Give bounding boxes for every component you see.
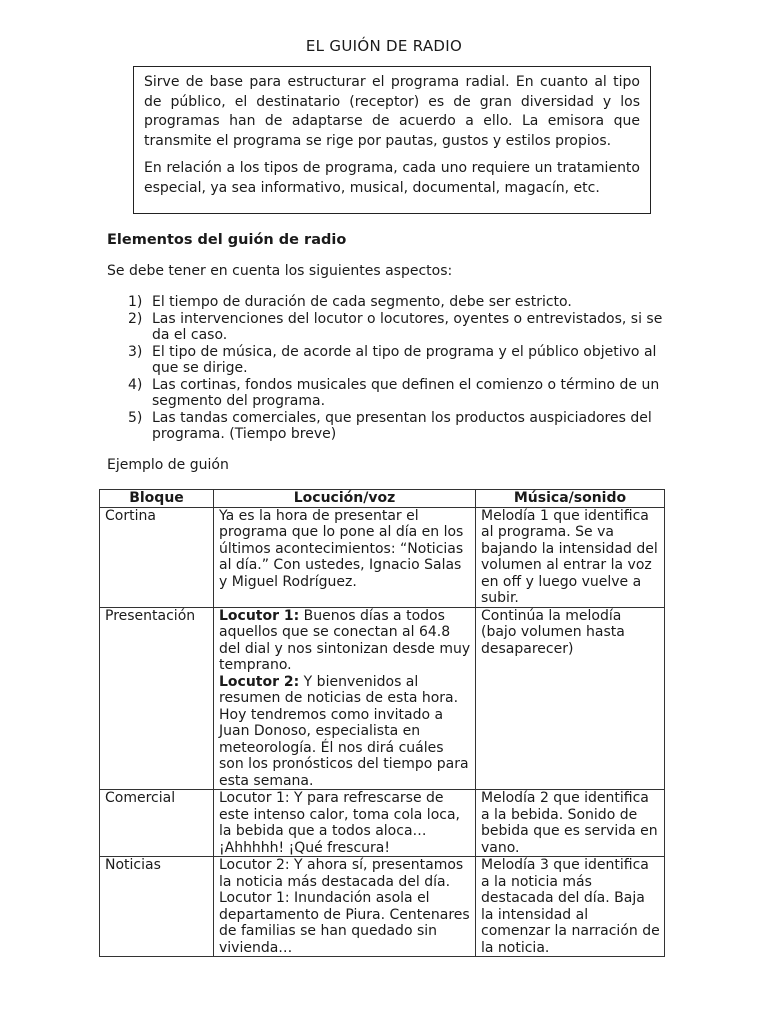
musica-cell: Continúa la melodía (bajo volumen hasta desaparecer) — [476, 607, 665, 790]
list-number: 5) — [128, 409, 143, 426]
bloque-cell: Noticias — [100, 857, 214, 957]
speaker-line: Locutor 1: Inundación asola el departamento de Piura. Centenares de familias se han quedado sin vivienda… — [219, 890, 470, 956]
speaker-line: Buenos días a todos aquellos que se conectan al 64.8 del dial y nos sintonizan desde muy temprano. — [219, 607, 471, 673]
musica-cell: Melodía 1 que identifica al programa. Se va bajando la intensidad del volumen al entrar la voz en off y luego vuelve a subir. — [476, 507, 665, 607]
table-row — [100, 507, 665, 607]
locucion-cell: Ya es la hora de presentar el programa que lo pone al día en los últimos acontecimientos: “Noticias al día.” Con ustedes, Ignacio Salas y Miguel Rodríguez. — [214, 507, 476, 607]
list-number: 4) — [128, 376, 143, 393]
column-header: Música/sonido — [476, 490, 665, 508]
musica-cell: Melodía 3 que identifica a la noticia más destacada del día. Baja la intensidad al comenzar la narración de la noticia. — [476, 857, 665, 957]
bloque-cell: Cortina — [100, 507, 214, 607]
table-header-row — [100, 490, 665, 508]
list-item — [107, 377, 667, 410]
speaker-label: Locutor 2: — [219, 673, 300, 690]
table-row — [100, 857, 665, 957]
list-text: El tiempo de duración de cada segmento, debe ser estricto. — [152, 294, 572, 310]
locucion-cell — [214, 857, 476, 957]
list-item — [107, 344, 667, 377]
list-text: Las intervenciones del locutor o locutores, oyentes o entrevistados, si se da el caso. — [152, 310, 663, 343]
table-row — [100, 790, 665, 857]
list-number: 3) — [128, 343, 143, 360]
list-text: Las cortinas, fondos musicales que definen el comienzo o término de un segmento del programa. — [152, 376, 660, 409]
list-number: 1) — [128, 294, 143, 310]
musica-cell: Melodía 2 que identifica a la bebida. Sonido de bebida que es servida en vano. — [476, 790, 665, 857]
list-item — [107, 311, 667, 344]
list-number: 2) — [128, 310, 143, 327]
section-heading: Elementos del guión de radio — [107, 232, 347, 248]
table-row — [100, 607, 665, 790]
locucion-cell: Locutor 1: Y para refrescarse de este intenso calor, toma cola loca, la bebida que a todos aloca… ¡Ahhhhh! ¡Qué frescura! — [214, 790, 476, 857]
list-item — [107, 294, 667, 311]
speaker-label: Locutor 1: — [219, 607, 300, 624]
bloque-cell: Comercial — [100, 790, 214, 857]
section-intro: Se debe tener en cuenta los siguientes aspectos: — [107, 263, 453, 279]
aspects-list — [107, 294, 667, 443]
speaker-line: Y bienvenidos al resumen de noticias de esta hora. Hoy tendremos como invitado a Juan Donoso, especialista en meteorología. Él nos dirá cuáles son los pronósticos del tiempo para esta semana. — [219, 673, 469, 789]
intro-box — [133, 66, 651, 214]
locucion-cell — [214, 607, 476, 790]
script-table — [99, 489, 665, 957]
intro-paragraph: Sirve de base para estructurar el programa radial. En cuanto al tipo de público, el destinatario (receptor) es de gran diversidad y los programas han de adaptarse de acuerdo a ello. La emisora que transmite el programa se rige por pautas, gustos y estilos propios. — [144, 74, 640, 149]
example-label: Ejemplo de guión — [107, 457, 229, 473]
column-header: Locución/voz — [214, 490, 476, 508]
column-header: Bloque — [100, 490, 214, 508]
list-item — [107, 410, 667, 443]
bloque-cell: Presentación — [100, 607, 214, 790]
speaker-line: Locutor 2: Y ahora sí, presentamos la noticia más destacada del día. — [219, 857, 464, 890]
list-text: Las tandas comerciales, que presentan los productos auspiciadores del programa. (Tiempo breve) — [152, 409, 652, 442]
page-title: EL GUIÓN DE RADIO — [305, 37, 463, 55]
list-text: El tipo de música, de acorde al tipo de programa y el público objetivo al que se dirige. — [152, 343, 657, 376]
intro-paragraph: En relación a los tipos de programa, cada uno requiere un tratamiento especial, ya sea informativo, musical, documental, magacín, etc. — [144, 160, 640, 196]
